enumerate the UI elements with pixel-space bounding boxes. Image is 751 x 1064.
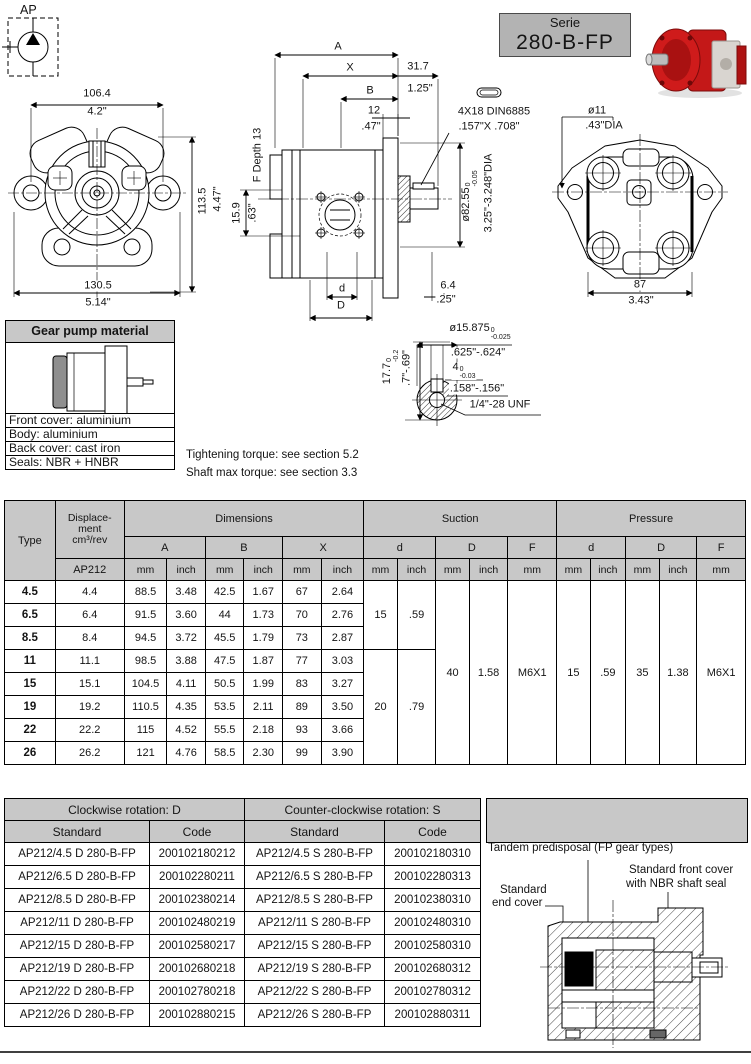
shaft-key-mm: 4 0 -0.03 bbox=[452, 361, 476, 380]
unit-cell: inch bbox=[590, 559, 626, 581]
unit-cell: mm bbox=[436, 559, 469, 581]
cell: 3.60 bbox=[167, 604, 206, 627]
cell: 22.2 bbox=[55, 719, 124, 742]
table-row bbox=[5, 1004, 481, 1027]
material-row: Seals: NBR + HNBR bbox=[6, 455, 174, 469]
header-counterclockwise: Counter-clockwise rotation: S bbox=[245, 799, 481, 821]
front-cover-note-line2: with NBR shaft seal bbox=[626, 878, 727, 890]
front-bottom-dim-mm: 130.5 bbox=[84, 279, 112, 292]
cell: 200102180310 bbox=[385, 843, 481, 866]
cell: 3.88 bbox=[167, 650, 206, 673]
cell: 11 bbox=[5, 650, 56, 673]
cell: 88.5 bbox=[124, 581, 167, 604]
cell: 1.87 bbox=[244, 650, 283, 673]
header-dimensions: Dimensions bbox=[124, 501, 364, 537]
table-row bbox=[5, 866, 481, 889]
dim-x-label: X bbox=[346, 61, 354, 74]
tandem-note: Tandem predisposal (FP gear types) bbox=[488, 842, 674, 854]
cell: 20 bbox=[364, 650, 397, 765]
unit-cell: mm bbox=[557, 559, 590, 581]
front-top-dim-mm: 106.4 bbox=[83, 87, 111, 100]
cell: 3.48 bbox=[167, 581, 206, 604]
cell: M6X1 bbox=[508, 581, 557, 765]
cell: AP212/22 D 280-B-FP bbox=[5, 981, 150, 1004]
header-clockwise: Clockwise rotation: D bbox=[5, 799, 245, 821]
rear-hole-dia: ø11 bbox=[587, 104, 607, 117]
table-row bbox=[5, 843, 481, 866]
cell: 8.5 bbox=[5, 627, 56, 650]
cell: AP212/6.5 D 280-B-FP bbox=[5, 866, 150, 889]
cell: 3.03 bbox=[321, 650, 364, 673]
shaft-height-mm: 17.7 0 -0.2 bbox=[381, 349, 400, 385]
cell: 83 bbox=[283, 673, 322, 696]
cell: 26 bbox=[5, 742, 56, 765]
cell: 200102280211 bbox=[150, 866, 245, 889]
dim-ext-in: 1.25" bbox=[407, 82, 433, 95]
dim-b-label: B bbox=[366, 84, 374, 97]
cell: 4.76 bbox=[167, 742, 206, 765]
cell: 200102180212 bbox=[150, 843, 245, 866]
front-cover-note-line1: Standard front cover bbox=[629, 864, 734, 876]
cell: .79 bbox=[397, 650, 436, 765]
unit-cell: inch bbox=[167, 559, 206, 581]
table-row bbox=[5, 581, 746, 604]
symbol-label: AP bbox=[20, 3, 37, 17]
header-row bbox=[5, 799, 481, 821]
cell: 200102780218 bbox=[150, 981, 245, 1004]
tightening-torque-note: Tightening torque: see section 5.2 bbox=[186, 449, 359, 461]
gear-pump-material-box bbox=[5, 320, 175, 470]
rear-hole-dia-in: .43"DIA bbox=[585, 119, 623, 132]
dim-port-in: .63" bbox=[246, 203, 259, 223]
front-top-dim-in: 4.2" bbox=[87, 105, 107, 118]
header-row bbox=[5, 559, 746, 581]
cell: .59 bbox=[397, 581, 436, 650]
cell: 4.4 bbox=[55, 581, 124, 604]
dimensions-table bbox=[4, 500, 746, 765]
dim-flange-in: .47" bbox=[361, 120, 381, 133]
dim-off-mm: 6.4 bbox=[440, 279, 456, 292]
cell: .59 bbox=[590, 581, 626, 765]
header-suction-d: d bbox=[364, 537, 436, 559]
dim-d-small-label: d bbox=[338, 282, 346, 295]
dim-off-in: .25" bbox=[436, 293, 456, 306]
rear-width-in: 3.43" bbox=[628, 294, 654, 307]
unit-cell: mm bbox=[205, 559, 244, 581]
header-row bbox=[5, 821, 481, 843]
cell: 19 bbox=[5, 696, 56, 719]
pump-product-image bbox=[646, 29, 746, 98]
hydraulic-pump-symbol bbox=[2, 18, 58, 76]
dim-port-mm: 15.9 bbox=[230, 202, 243, 224]
header-type: Type bbox=[5, 501, 56, 581]
order-table-side-panel bbox=[486, 798, 748, 843]
cell: 200102280313 bbox=[385, 866, 481, 889]
cell: 200102480310 bbox=[385, 912, 481, 935]
cell: AP212/26 D 280-B-FP bbox=[5, 1004, 150, 1027]
f-depth-label: F Depth 13 bbox=[251, 127, 264, 183]
unit-cell: mm bbox=[364, 559, 397, 581]
unit-cell: inch bbox=[244, 559, 283, 581]
unit-cell: mm bbox=[626, 559, 659, 581]
cell: 200102380310 bbox=[385, 889, 481, 912]
cell: 91.5 bbox=[124, 604, 167, 627]
dim-d-big-label: D bbox=[337, 299, 345, 312]
cell: 67 bbox=[283, 581, 322, 604]
cell: 98.5 bbox=[124, 650, 167, 673]
cell: 200102680218 bbox=[150, 958, 245, 981]
header-code: Code bbox=[150, 821, 245, 843]
front-right-dim-mm: 113.5 bbox=[196, 187, 209, 215]
header-pressure-D: D bbox=[626, 537, 697, 559]
cell: 2.11 bbox=[244, 696, 283, 719]
cell: 200102380214 bbox=[150, 889, 245, 912]
dim-a-label: A bbox=[334, 40, 342, 53]
cell: 4.11 bbox=[167, 673, 206, 696]
cell: 3.72 bbox=[167, 627, 206, 650]
shaft-thread-label: 1/4"-28 UNF bbox=[469, 398, 531, 411]
cell: 8.4 bbox=[55, 627, 124, 650]
cell: 3.27 bbox=[321, 673, 364, 696]
cell: 93 bbox=[283, 719, 322, 742]
unit-cell: mm bbox=[508, 559, 557, 581]
table-row bbox=[5, 935, 481, 958]
cell: 104.5 bbox=[124, 673, 167, 696]
header-displacement: Displace- ment cm³/rev bbox=[55, 501, 124, 559]
cell: AP212/8.5 D 280-B-FP bbox=[5, 889, 150, 912]
cell: 2.76 bbox=[321, 604, 364, 627]
cell: 50.5 bbox=[205, 673, 244, 696]
header-standard: Standard bbox=[5, 821, 150, 843]
cell: 42.5 bbox=[205, 581, 244, 604]
unit-cell: inch bbox=[659, 559, 697, 581]
dim-flange-mm: 12 bbox=[367, 104, 381, 117]
header-suction: Suction bbox=[364, 501, 557, 537]
cell: 200102780312 bbox=[385, 981, 481, 1004]
cell: AP212/6.5 S 280-B-FP bbox=[245, 866, 385, 889]
table-row bbox=[5, 912, 481, 935]
cell: 200102880215 bbox=[150, 1004, 245, 1027]
cell: 2.64 bbox=[321, 581, 364, 604]
cell: 121 bbox=[124, 742, 167, 765]
order-codes-table bbox=[4, 798, 481, 1027]
cell: 200102880311 bbox=[385, 1004, 481, 1027]
cell: 55.5 bbox=[205, 719, 244, 742]
unit-cell: inch bbox=[469, 559, 508, 581]
cell: 4.35 bbox=[167, 696, 206, 719]
cell: 45.5 bbox=[205, 627, 244, 650]
cell: M6X1 bbox=[697, 581, 746, 765]
shaft-key-in: .158"-.156" bbox=[449, 382, 505, 395]
pilot-dia-in: 3.25"-3.248"DIA bbox=[482, 153, 495, 233]
shaft-height-in: .7"-.69" bbox=[400, 350, 413, 386]
front-right-dim-in: 4.47" bbox=[211, 186, 224, 212]
unit-cell: mm bbox=[124, 559, 167, 581]
cell: AP212/19 S 280-B-FP bbox=[245, 958, 385, 981]
cell: 40 bbox=[436, 581, 469, 765]
key-spec-label: 4X18 DIN6885 bbox=[457, 105, 531, 118]
header-standard: Standard bbox=[245, 821, 385, 843]
cell: 44 bbox=[205, 604, 244, 627]
shaft-torque-note: Shaft max torque: see section 3.3 bbox=[186, 467, 358, 479]
header-x: X bbox=[283, 537, 364, 559]
cell: 1.79 bbox=[244, 627, 283, 650]
shaft-dia-in: .625"-.624" bbox=[450, 346, 506, 359]
cell: 47.5 bbox=[205, 650, 244, 673]
rear-view-drawing bbox=[552, 117, 728, 297]
cell: 1.67 bbox=[244, 581, 283, 604]
unit-cell: inch bbox=[397, 559, 436, 581]
cell: 6.4 bbox=[55, 604, 124, 627]
cell: 77 bbox=[283, 650, 322, 673]
unit-cell: mm bbox=[697, 559, 746, 581]
cell: 4.5 bbox=[5, 581, 56, 604]
serie-model: 280-B-FP bbox=[516, 31, 614, 54]
cell: 70 bbox=[283, 604, 322, 627]
cell: 200102580217 bbox=[150, 935, 245, 958]
cell: 35 bbox=[626, 581, 659, 765]
header-ap212: AP212 bbox=[55, 559, 124, 581]
cell: 1.99 bbox=[244, 673, 283, 696]
cell: 200102580310 bbox=[385, 935, 481, 958]
header-pressure-f: F bbox=[697, 537, 746, 559]
material-row: Front cover: aluminium bbox=[6, 413, 174, 427]
cell: 110.5 bbox=[124, 696, 167, 719]
shaft-dia-mm: ø15.875 0 -0.025 bbox=[449, 322, 511, 341]
cell: 1.73 bbox=[244, 604, 283, 627]
table-row bbox=[5, 889, 481, 912]
cell: AP212/19 D 280-B-FP bbox=[5, 958, 150, 981]
serie-label: Serie bbox=[549, 15, 581, 30]
cell: 73 bbox=[283, 627, 322, 650]
key-spec-inch-label: .157"X .708" bbox=[458, 120, 520, 133]
unit-cell: inch bbox=[321, 559, 364, 581]
header-pressure: Pressure bbox=[557, 501, 746, 537]
unit-cell: mm bbox=[283, 559, 322, 581]
cell: AP212/4.5 S 280-B-FP bbox=[245, 843, 385, 866]
header-b: B bbox=[205, 537, 282, 559]
cell: 3.66 bbox=[321, 719, 364, 742]
cell: AP212/11 D 280-B-FP bbox=[5, 912, 150, 935]
table-row bbox=[5, 958, 481, 981]
cell: 15.1 bbox=[55, 673, 124, 696]
cell: 58.5 bbox=[205, 742, 244, 765]
header-a: A bbox=[124, 537, 205, 559]
cell: 3.50 bbox=[321, 696, 364, 719]
cell: AP212/15 S 280-B-FP bbox=[245, 935, 385, 958]
material-box-figure bbox=[6, 343, 174, 413]
cell: 22 bbox=[5, 719, 56, 742]
front-bottom-dim-in: 5.14" bbox=[85, 296, 111, 309]
cell: AP212/15 D 280-B-FP bbox=[5, 935, 150, 958]
cell: 26.2 bbox=[55, 742, 124, 765]
cell: 1.38 bbox=[659, 581, 697, 765]
rear-width-mm: 87 bbox=[633, 278, 647, 291]
cell: 94.5 bbox=[124, 627, 167, 650]
material-box-title: Gear pump material bbox=[6, 321, 174, 343]
cell: 99 bbox=[283, 742, 322, 765]
cell: 89 bbox=[283, 696, 322, 719]
cell: 6.5 bbox=[5, 604, 56, 627]
cell: 15 bbox=[5, 673, 56, 696]
header-row bbox=[5, 501, 746, 537]
end-cover-note-line2: end cover bbox=[492, 897, 543, 909]
cell: 2.18 bbox=[244, 719, 283, 742]
cell: 3.90 bbox=[321, 742, 364, 765]
header-code: Code bbox=[385, 821, 481, 843]
cell: 4.52 bbox=[167, 719, 206, 742]
cell: 1.58 bbox=[469, 581, 508, 765]
header-suction-f: F bbox=[508, 537, 557, 559]
dim-ext-mm: 31.7 bbox=[407, 60, 429, 73]
cell: AP212/22 S 280-B-FP bbox=[245, 981, 385, 1004]
front-view-drawing bbox=[8, 105, 196, 300]
cell: 115 bbox=[124, 719, 167, 742]
cell: AP212/26 S 280-B-FP bbox=[245, 1004, 385, 1027]
material-row: Back cover: cast iron bbox=[6, 441, 174, 455]
cell: 2.87 bbox=[321, 627, 364, 650]
header-suction-D: D bbox=[436, 537, 508, 559]
cell: AP212/8.5 S 280-B-FP bbox=[245, 889, 385, 912]
cell: 200102480219 bbox=[150, 912, 245, 935]
cell: 53.5 bbox=[205, 696, 244, 719]
table-row bbox=[5, 981, 481, 1004]
cell: AP212/4.5 D 280-B-FP bbox=[5, 843, 150, 866]
header-pressure-d: d bbox=[557, 537, 626, 559]
cell: 15 bbox=[364, 581, 397, 650]
cell: 19.2 bbox=[55, 696, 124, 719]
material-row: Body: aluminium bbox=[6, 427, 174, 441]
pilot-dia-mm: ø82.55 0 -0.05 bbox=[460, 170, 479, 222]
cell: 11.1 bbox=[55, 650, 124, 673]
end-cover-note-line1: Standard bbox=[500, 884, 547, 896]
cell: 2.30 bbox=[244, 742, 283, 765]
serie-badge bbox=[499, 13, 631, 57]
cell: 200102680312 bbox=[385, 958, 481, 981]
cell: 15 bbox=[557, 581, 590, 765]
cell: AP212/11 S 280-B-FP bbox=[245, 912, 385, 935]
